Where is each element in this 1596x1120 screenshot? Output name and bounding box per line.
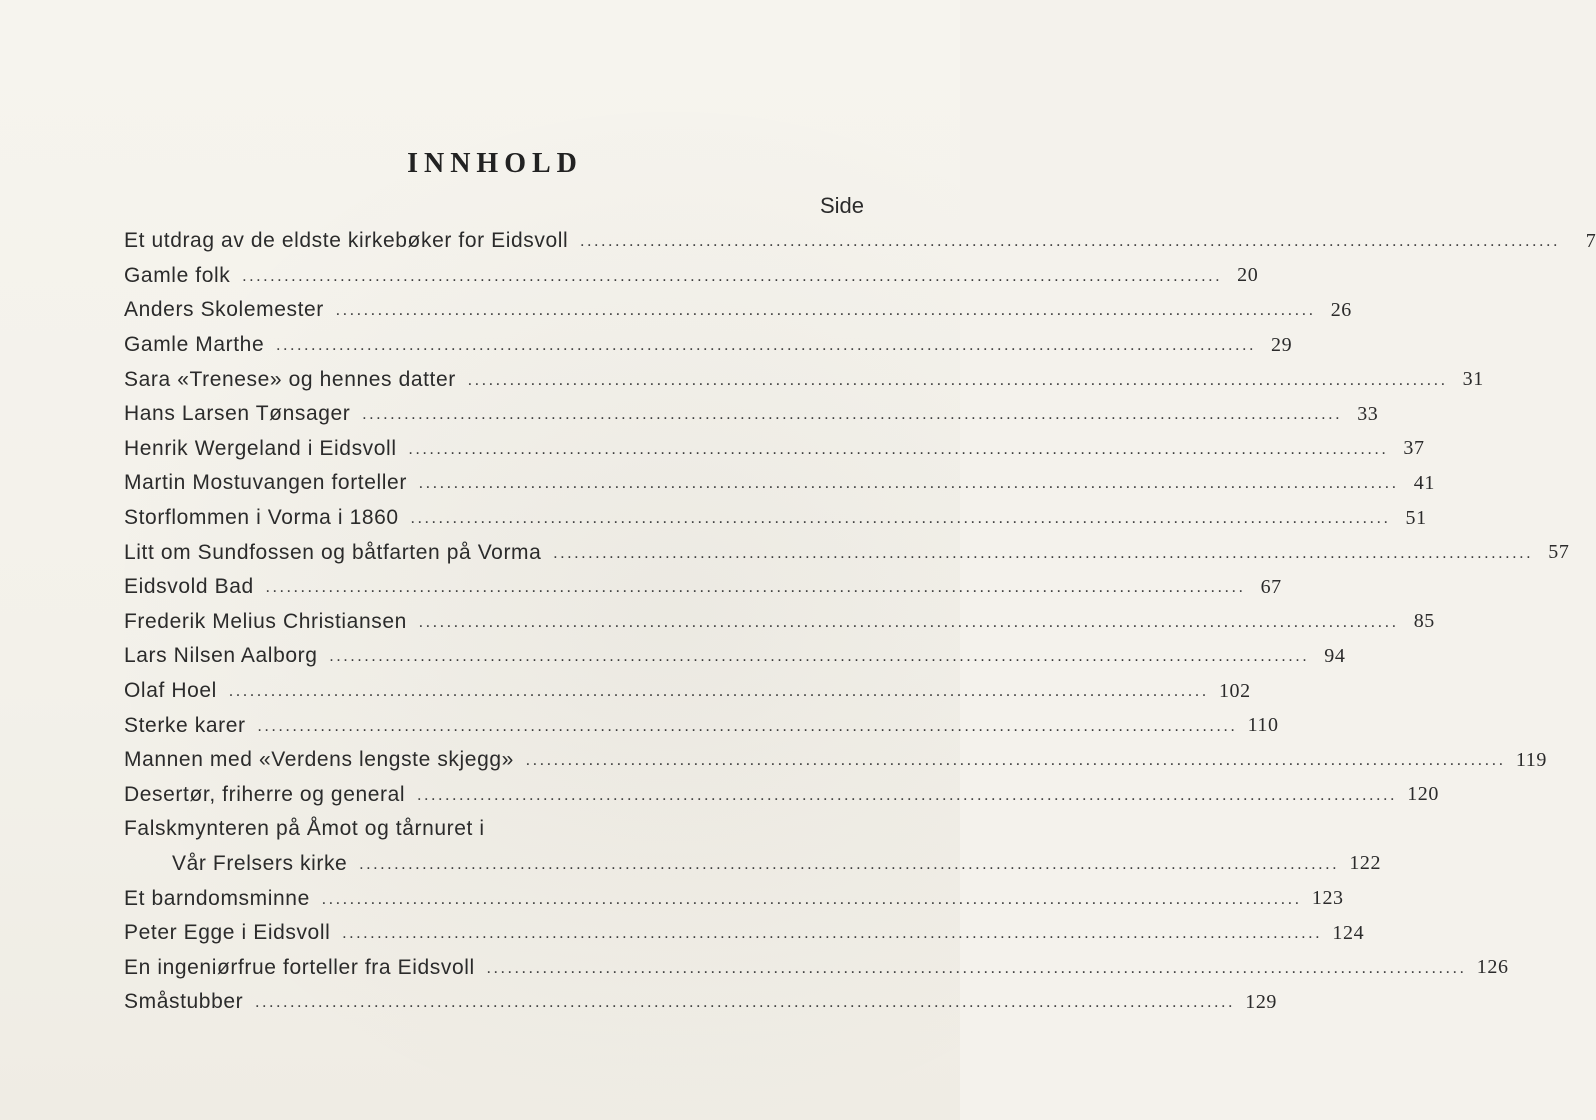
toc-entry: [124, 570, 1282, 605]
toc-entry-page: 126: [1476, 956, 1509, 979]
toc-entry: [124, 224, 1596, 259]
toc-entry-title: Gamle Marthe: [124, 333, 265, 357]
toc-entry-title: Henrik Wergeland i Eidsvoll: [124, 436, 397, 460]
toc-entry-page: 119: [1515, 748, 1547, 771]
toc-entry: [124, 259, 1259, 294]
page-column-label: Side: [819, 193, 864, 218]
leader-dots: ............................................................................................................................................: [580, 233, 1561, 251]
toc-entry-title: Storflommen i Vorma i 1860: [124, 506, 399, 530]
toc-entry: [124, 397, 1379, 432]
toc-entry: [124, 293, 1352, 328]
toc-entry-page: 122: [1349, 852, 1382, 875]
toc-entry-page: 26: [1330, 298, 1352, 321]
toc-entry-page: 129: [1245, 990, 1278, 1013]
toc-entry-page: 41: [1413, 471, 1435, 494]
toc-entry-page: 51: [1405, 506, 1427, 529]
leader-dots: ............................................................................................................................................: [342, 925, 1323, 943]
toc-entry: [124, 674, 1251, 709]
toc-entry-page: 20: [1237, 264, 1259, 287]
toc-entry-title: Martin Mostuvangen forteller: [124, 471, 407, 495]
leader-dots: ............................................................................................................................................: [408, 440, 1389, 458]
leader-dots: ............................................................................................................................................: [359, 855, 1340, 873]
toc-entry-page: 37: [1403, 437, 1425, 460]
toc-entry: [124, 466, 1435, 501]
toc-entry-title: Gamle folk: [124, 263, 231, 287]
toc-entry-page: 102: [1218, 679, 1251, 702]
leader-dots: ............................................................................................................................................: [276, 337, 1257, 355]
toc-entry: [124, 812, 864, 847]
toc-entry: [124, 328, 1293, 363]
toc-entry-title: Sterke karer: [124, 713, 246, 737]
toc-entry-title: Olaf Hoel: [124, 679, 217, 703]
toc-entry-page: 29: [1271, 333, 1293, 356]
toc-entry-title: Vår Frelsers kirke: [172, 851, 348, 875]
leader-dots: ............................................................................................................................................: [418, 475, 1399, 493]
toc-entry-title: Småstubber: [124, 990, 244, 1014]
table-of-contents: [124, 224, 1596, 1020]
toc-entry-page: 67: [1260, 575, 1282, 598]
leader-dots: ............................................................................................................................................: [242, 267, 1223, 285]
toc-entry-title: Eidsvold Bad: [124, 575, 254, 599]
toc-entry-title: Et utdrag av de eldste kirkebøker for Eidsvoll: [124, 229, 569, 253]
toc-entry-title: Anders Skolemester: [124, 298, 324, 322]
toc-entry: [124, 639, 1346, 674]
toc-entry: [124, 501, 1427, 536]
toc-entry-page: 31: [1462, 368, 1484, 391]
toc-entry-title: Mannen med «Verdens lengste skjegg»: [124, 748, 514, 772]
leader-dots: ............................................................................................................................................: [362, 406, 1343, 424]
toc-entry: [124, 950, 1509, 985]
toc-entry-page: 57: [1548, 541, 1570, 564]
toc-entry: [124, 605, 1435, 640]
leader-dots: ............................................................................................................................................: [417, 786, 1398, 804]
leader-dots: ............................................................................................................................................: [257, 717, 1238, 735]
toc-entry-page: 123: [1311, 887, 1344, 910]
toc-entry: [124, 432, 1425, 467]
leader-dots: ............................................................................................................................................: [265, 579, 1246, 597]
toc-entry-title: Litt om Sundfossen og båtfarten på Vorma: [124, 540, 542, 564]
toc-entry-page: 120: [1407, 783, 1439, 806]
toc-entry: [124, 743, 1547, 778]
toc-entry-title: Frederik Melius Christiansen: [124, 609, 407, 633]
toc-entry: [124, 708, 1279, 743]
toc-entry-page: 7: [1585, 229, 1596, 252]
leader-dots: ............................................................................................................................................: [335, 302, 1316, 320]
leader-dots: ............................................................................................................................................: [553, 544, 1534, 562]
toc-entry-page: 85: [1413, 610, 1435, 633]
leader-dots: ............................................................................................................................................: [525, 752, 1506, 770]
toc-entry-page: 94: [1324, 644, 1346, 667]
toc-entry-title: Et barndomsminne: [124, 886, 310, 910]
page-title: INNHOLD: [407, 148, 583, 179]
toc-entry-title: En ingeniørfrue forteller fra Eidsvoll: [124, 955, 475, 979]
leader-dots: ............................................................................................................................................: [418, 613, 1399, 631]
toc-entry: [124, 985, 1278, 1020]
leader-dots: ............................................................................................................................................: [467, 371, 1448, 389]
toc-entry-title: Desertør, friherre og general: [124, 782, 406, 806]
toc-entry-title: Peter Egge i Eidsvoll: [124, 921, 331, 945]
toc-entry-page: 124: [1332, 921, 1365, 944]
toc-entry-title: Falskmynteren på Åmot og tårnuret i: [124, 817, 485, 841]
leader-dots: ............................................................................................................................................: [329, 648, 1310, 666]
toc-entry-title: Lars Nilsen Aalborg: [124, 644, 318, 668]
leader-dots: ............................................................................................................................................: [486, 959, 1467, 977]
leader-dots: ............................................................................................................................................: [410, 510, 1391, 528]
toc-entry: [124, 535, 1570, 570]
toc-entry-title: Hans Larsen Tønsager: [124, 402, 351, 426]
leader-dots: ............................................................................................................................................: [228, 683, 1209, 701]
toc-entry-page: 110: [1247, 714, 1279, 737]
leader-dots: ............................................................................................................................................: [321, 890, 1302, 908]
toc-entry-title: Sara «Trenese» og hennes datter: [124, 367, 456, 391]
toc-entry-continuation: [124, 847, 1382, 882]
toc-entry: [124, 778, 1439, 813]
toc-entry: [124, 916, 1365, 951]
toc-entry-page: 33: [1357, 402, 1379, 425]
toc-entry: [124, 881, 1344, 916]
toc-entry: [124, 362, 1484, 397]
leader-dots: ............................................................................................................................................: [255, 994, 1236, 1012]
